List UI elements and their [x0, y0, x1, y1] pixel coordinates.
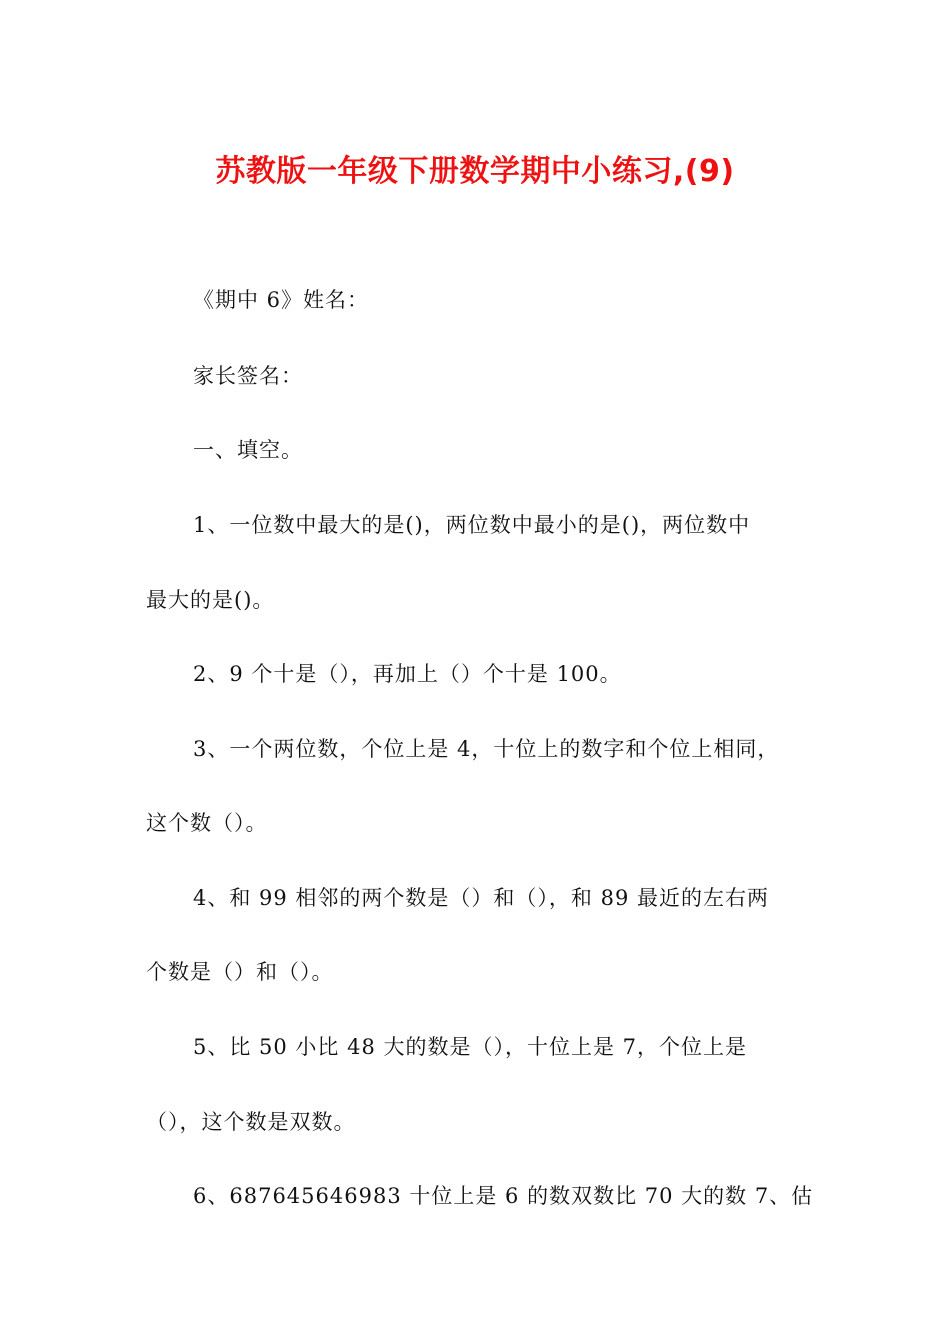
parent-signature-line: 家长签名：: [193, 364, 303, 388]
question-6: 6、687645646983 十位上是 6 的数双数比 70 大的数 7、估: [193, 1184, 814, 1208]
question-3-line-1: 3、一个两位数，个位上是 4，十位上的数字和个位上相同，: [193, 737, 780, 761]
question-5-line-2: （），这个数是双数。: [146, 1110, 356, 1134]
question-2: 2、9 个十是（），再加上（）个十是 100。: [193, 662, 622, 686]
question-3-line-2: 这个数（）。: [146, 811, 268, 835]
question-4-line-2: 个数是（）和（）。: [146, 960, 334, 984]
question-1-line-1: 1、一位数中最大的是()，两位数中最小的是()，两位数中: [193, 513, 751, 537]
document-title: 苏教版一年级下册数学期中小练习,(9): [215, 154, 735, 189]
question-4-line-1: 4、和 99 相邻的两个数是（）和（），和 89 最近的左右两: [193, 886, 770, 910]
question-1-line-2: 最大的是()。: [146, 588, 275, 612]
exam-name-line: 《期中 6》姓名：: [193, 288, 370, 312]
question-5-line-1: 5、比 50 小比 48 大的数是（），十位上是 7，个位上是: [193, 1035, 748, 1059]
section-heading-fill-blank: 一、填空。: [193, 438, 303, 462]
